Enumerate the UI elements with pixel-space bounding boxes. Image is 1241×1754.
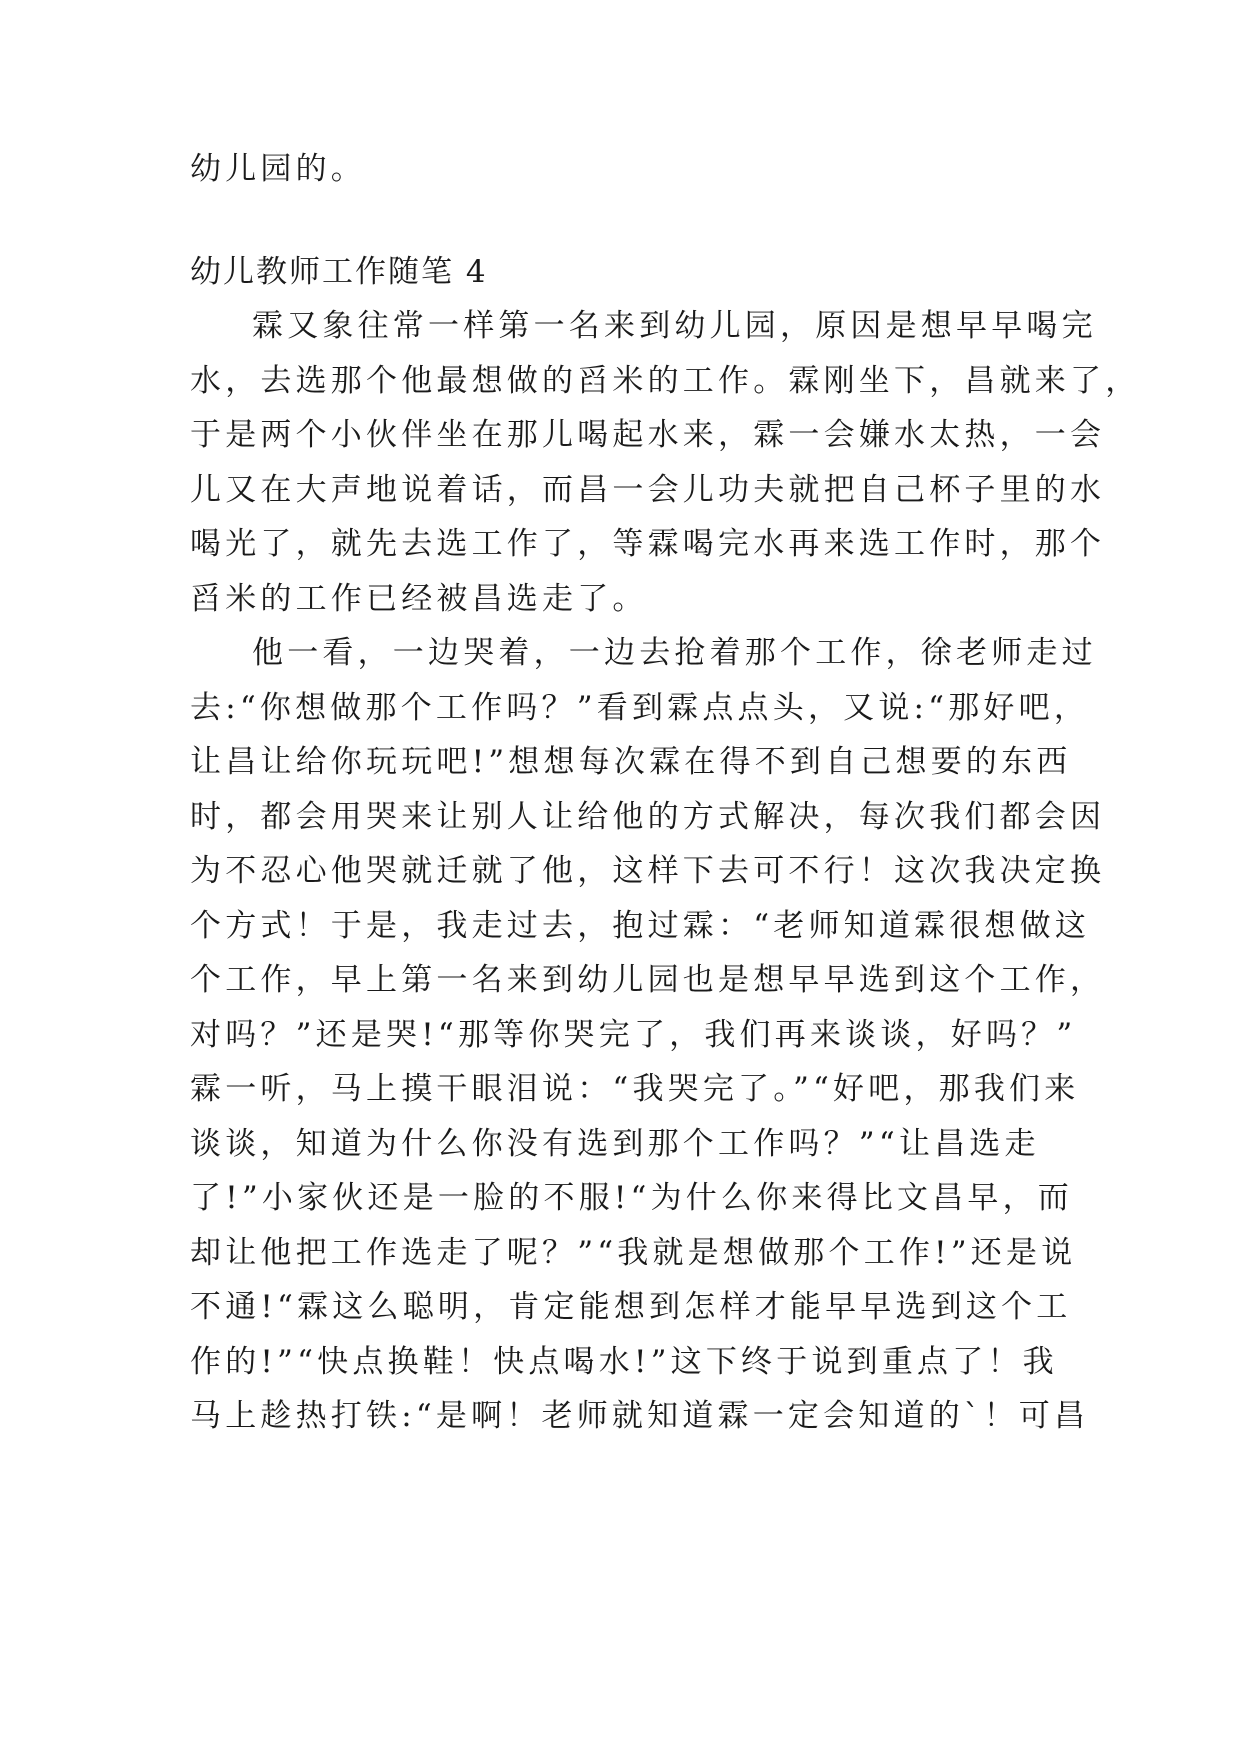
- paragraph-line: 却让他把工作选走了呢？”“我就是想做那个工作!”还是说: [190, 1235, 1077, 1271]
- paragraph-line: 个方式！于是，我走过去，抱过霖：“老师知道霖很想做这: [190, 908, 1091, 944]
- paragraph-line: 水，去选那个他最想做的舀米的工作。霖刚坐下，昌就来了，: [190, 363, 1141, 399]
- paragraph-line: 了!”小家伙还是一脸的不服!“为什么你来得比文昌早，而: [190, 1180, 1074, 1216]
- section-title: 幼儿教师工作随笔 4: [190, 254, 488, 290]
- paragraph-line: 作的!”“快点换鞋！快点喝水!”这下终于说到重点了！我: [190, 1344, 1058, 1380]
- paragraph-line: 去:“你想做那个工作吗？”看到霖点点头，又说:“那好吧，: [190, 690, 1090, 726]
- paragraph-line: 霖一听，马上摸干眼泪说：“我哭完了。”“好吧，那我们来: [190, 1071, 1080, 1107]
- paragraph-line: 谈谈，知道为什么你没有选到那个工作吗？”“让昌选走: [190, 1126, 1040, 1162]
- previous-paragraph-tail: 幼儿园的。: [190, 151, 366, 187]
- paragraph-line: 于是两个小伙伴坐在那儿喝起水来，霖一会嫌水太热，一会: [190, 417, 1106, 453]
- paragraph-line: 不通!“霖这么聪明，肯定能想到怎样才能早早选到这个工: [190, 1289, 1072, 1325]
- paragraph-line: 对吗？”还是哭!“那等你哭完了，我们再来谈谈，好吗？”: [190, 1017, 1077, 1053]
- paragraph-line: 让昌让给你玩玩吧!”想想每次霖在得不到自己想要的东西: [190, 744, 1072, 780]
- paragraph-line: 时，都会用哭来让别人让给他的方式解决，每次我们都会因: [190, 799, 1106, 835]
- paragraph-line: 儿又在大声地说着话，而昌一会儿功夫就把自己杯子里的水: [190, 472, 1106, 508]
- paragraph-line: 个工作，早上第一名来到幼儿园也是想早早选到这个工作，: [190, 962, 1106, 998]
- paragraph-line: 霖又象往常一样第一名来到幼儿园，原因是想早早喝完: [252, 308, 1097, 344]
- paragraph-line: 为不忍心他哭就迁就了他，这样下去可不行！这次我决定换: [190, 853, 1106, 889]
- paragraph-line: 舀米的工作已经被昌选走了。: [190, 581, 648, 617]
- paragraph-line: 马上趁热打铁:“是啊！老师就知道霖一定会知道的`！可昌: [190, 1398, 1090, 1434]
- paragraph-line: 他一看，一边哭着，一边去抢着那个工作，徐老师走过: [252, 635, 1097, 671]
- paragraph-line: 喝光了，就先去选工作了，等霖喝完水再来选工作时，那个: [190, 526, 1106, 562]
